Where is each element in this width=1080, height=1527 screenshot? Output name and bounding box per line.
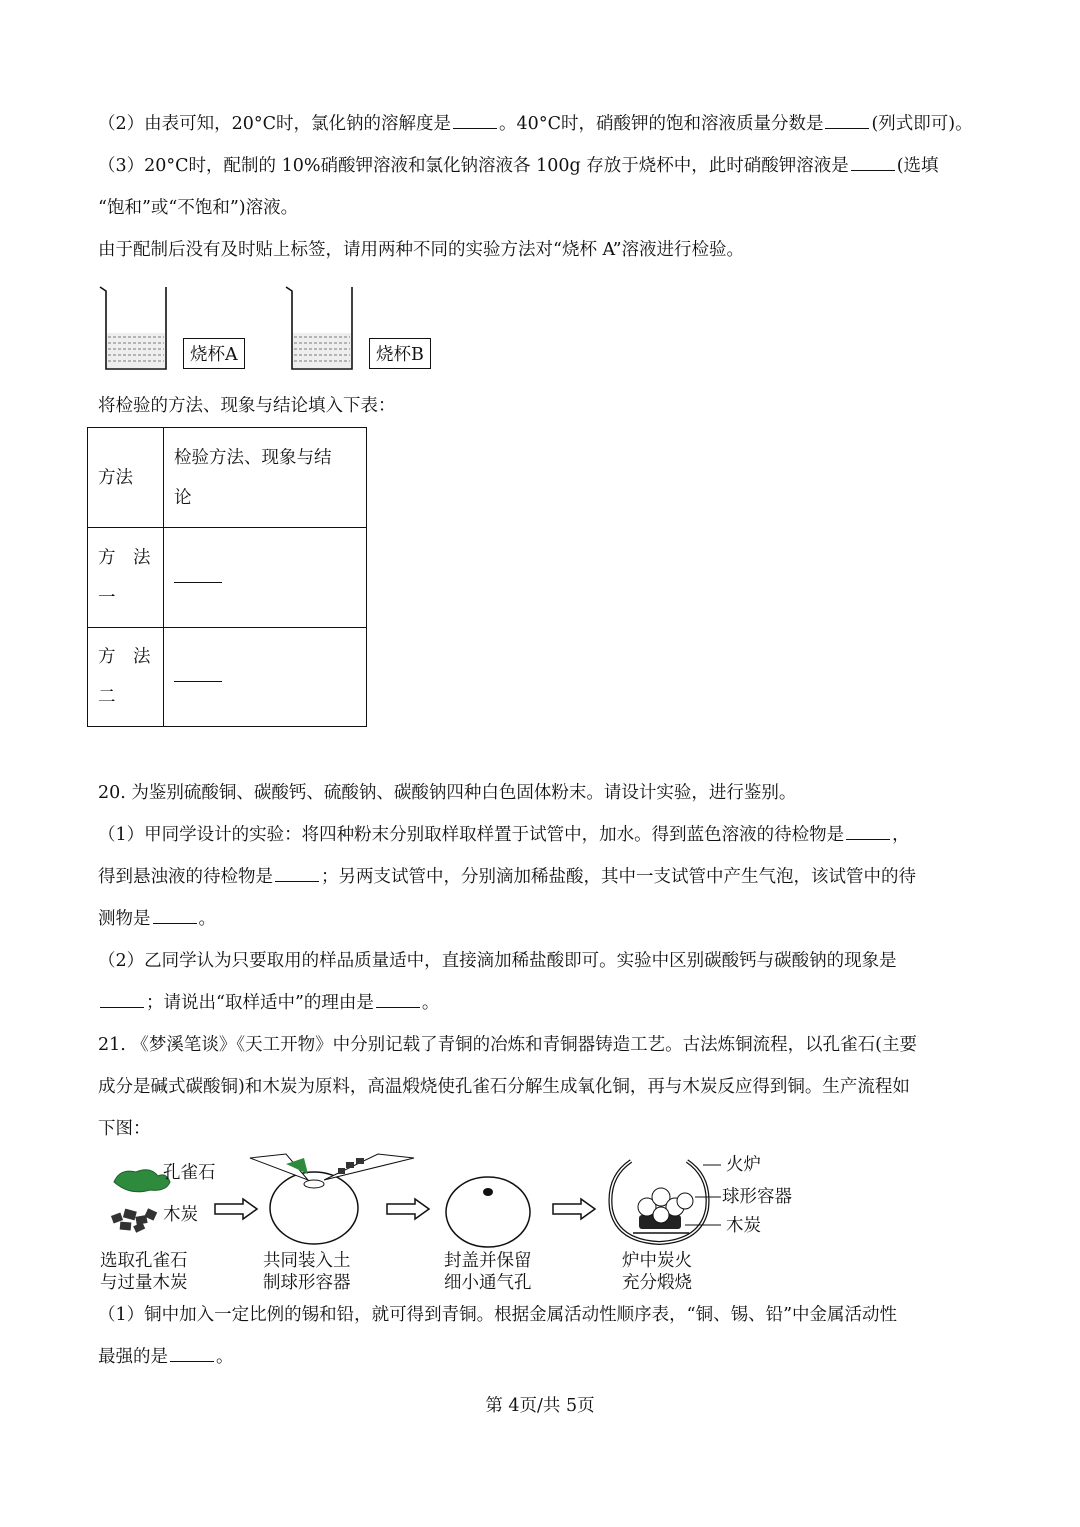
q19-part2-line — [98, 112, 973, 136]
q20-part2-line1: （2）乙同学认为只要取用的样品质量适中，直接滴加稀盐酸即可。实验中区别碳酸钙与碳酸钠的现象是 — [98, 951, 897, 971]
q20-stem: 20. 为鉴别硫酸铜、碳酸钙、硫酸钠、碳酸钠四种白色固体粉末。请设计实验，进行鉴别。 — [98, 783, 797, 803]
text: 检验方法、现象与结 — [174, 447, 332, 468]
text: 方 法 — [98, 647, 151, 667]
text: ， — [892, 825, 910, 845]
answer-blank[interactable] — [170, 1345, 214, 1362]
q21-stem-line1: 21. 《梦溪笔谈》《天工开物》中分别记载了青铜的冶炼和青铜器铸造工艺。古法炼铜流程，以孔雀石(主要 — [98, 1035, 917, 1055]
q21-stem-line2: 成分是碱式碳酸铜)和木炭为原料，高温煅烧使孔雀石分解生成氧化铜，再与木炭反应得到铜。生产流程如 — [98, 1077, 910, 1097]
answer-blank[interactable] — [174, 582, 222, 583]
text: ；请说出“取样适中”的理由是 — [146, 993, 374, 1013]
text: 选取孔雀石 — [100, 1251, 188, 1271]
step3-caption — [444, 1250, 532, 1294]
answer-blank[interactable] — [100, 991, 144, 1008]
q21-stem-line3: 下图： — [98, 1119, 151, 1139]
sealed-sphere-icon — [440, 1170, 540, 1250]
q21-part1-line1: （1）铜中加入一定比例的锡和铅，就可得到青铜。根据金属活动性顺序表，“铜、锡、铅”中金属活动性 — [98, 1305, 898, 1325]
text: 制球形容器 — [263, 1273, 351, 1293]
text: 与过量木炭 — [100, 1273, 188, 1293]
beaker-b-icon — [282, 283, 362, 373]
text: （3）20°C时，配制的 10%硝酸钾溶液和氯化钠溶液各 100g 存放于烧杯中，此时硝酸钾溶液是 — [98, 156, 849, 176]
text: ；另两支试管中，分别滴加稀盐酸，其中一支试管中产生气泡，该试管中的待 — [321, 867, 916, 887]
answer-blank[interactable] — [153, 907, 197, 924]
clay-sphere-filling-icon — [246, 1150, 416, 1250]
table-intro: 将检验的方法、现象与结论填入下表： — [98, 396, 396, 416]
text: 。 — [198, 909, 216, 929]
q20-part1-line2 — [98, 865, 916, 889]
text: 论 — [174, 487, 192, 508]
text: (列式即可)。 — [871, 114, 973, 134]
q21-part1-line2 — [98, 1345, 234, 1369]
answer-blank[interactable] — [453, 112, 497, 129]
text: 二 — [98, 687, 116, 707]
q19-part3-line2: “饱和”或“不饱和”)溶液。 — [98, 198, 299, 218]
method-two-answer[interactable] — [164, 628, 367, 727]
method-table — [87, 427, 367, 727]
q19-note: 由于配制后没有及时贴上标签，请用两种不同的实验方法对“烧杯 A”溶液进行检验。 — [98, 240, 745, 260]
text: 细小通气孔 — [444, 1273, 532, 1293]
text: 。40°C时，硝酸钾的饱和溶液质量分数是 — [499, 114, 824, 134]
text: （1）甲同学设计的实验：将四种粉末分别取样取样置于试管中，加水。得到蓝色溶液的待检物是 — [98, 825, 845, 845]
answer-blank[interactable] — [851, 154, 895, 171]
charcoal-label-2: 木炭 — [726, 1216, 761, 1236]
text: 。 — [421, 993, 440, 1013]
text: 测物是 — [98, 909, 151, 929]
header-content — [164, 428, 367, 528]
text: 炉中炭火 — [622, 1251, 692, 1271]
method-two-label — [88, 628, 164, 727]
text: 共同装入土 — [263, 1251, 351, 1271]
text: 方 法 — [98, 547, 151, 568]
charcoal-label: 木炭 — [163, 1205, 198, 1225]
step1-caption — [100, 1250, 188, 1294]
malachite-label: 孔雀石 — [163, 1163, 216, 1183]
text: 最强的是 — [98, 1347, 168, 1367]
furnace-label: 火炉 — [726, 1155, 761, 1175]
sphere-container-label: 球形容器 — [722, 1187, 792, 1207]
answer-blank[interactable] — [376, 991, 420, 1008]
answer-blank[interactable] — [174, 681, 222, 682]
answer-blank[interactable] — [275, 865, 319, 882]
table-header-row — [88, 428, 367, 528]
method-one-label — [88, 528, 164, 628]
text: 得到悬浊液的待检物是 — [98, 867, 273, 887]
text: 。 — [216, 1347, 234, 1367]
text: (选填 — [896, 156, 939, 176]
q20-part2-line2 — [98, 991, 439, 1015]
text: （2）由表可知，20°C时，氯化钠的溶解度是 — [98, 114, 452, 134]
furnace-icon — [603, 1153, 723, 1248]
q20-part1-line3 — [98, 907, 216, 931]
text: 充分煅烧 — [622, 1273, 692, 1293]
step4-caption — [622, 1250, 692, 1294]
q19-part3-line1 — [98, 154, 939, 178]
beaker-b-label: 烧杯B — [369, 338, 431, 369]
answer-blank[interactable] — [846, 823, 890, 840]
beaker-a-label: 烧杯A — [183, 338, 245, 369]
page-footer: 第 4页/共 5页 — [485, 1396, 595, 1416]
arrow-right-icon — [551, 1197, 599, 1221]
beaker-a-icon — [96, 283, 176, 373]
step2-caption — [263, 1250, 351, 1294]
q20-part1-line1 — [98, 823, 910, 847]
header-method: 方法 — [88, 428, 164, 528]
text: 一 — [98, 587, 116, 608]
method-one-answer[interactable] — [164, 528, 367, 628]
answer-blank[interactable] — [825, 112, 869, 129]
text: 封盖并保留 — [444, 1251, 532, 1271]
table-row — [88, 528, 367, 628]
table-row — [88, 628, 367, 727]
